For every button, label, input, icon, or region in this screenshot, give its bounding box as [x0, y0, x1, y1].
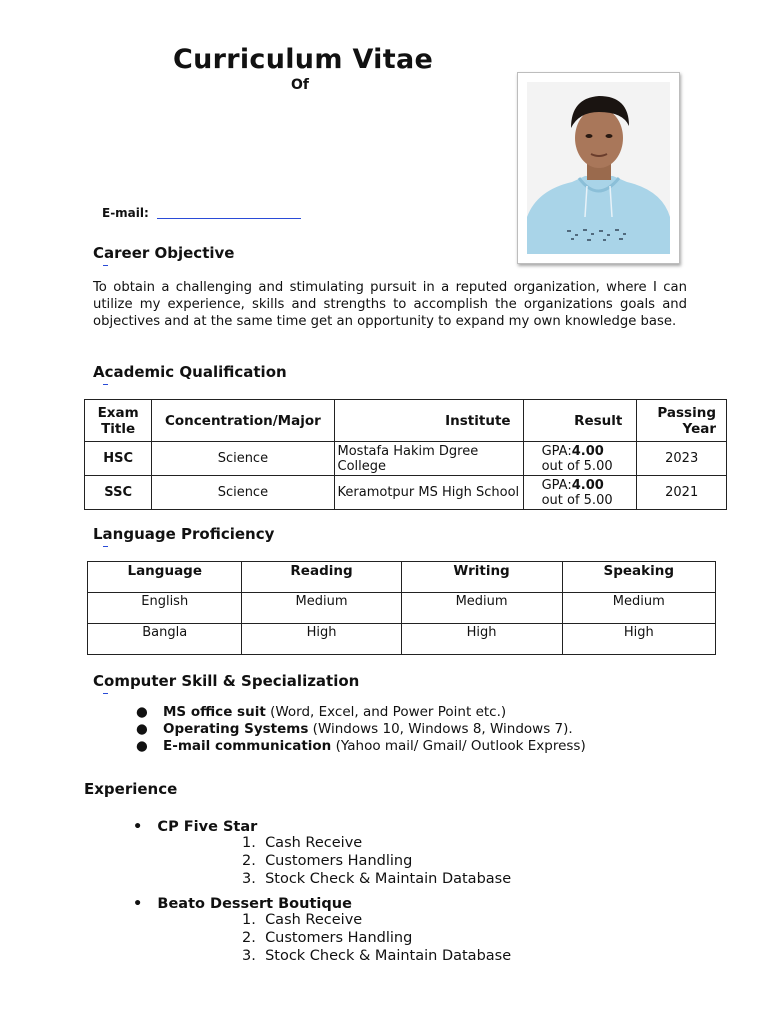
result-cell: [523, 476, 637, 510]
speaking-cell: Medium: [562, 593, 715, 624]
skill-name: MS office suit: [163, 704, 266, 720]
skill-detail: (Yahoo mail/ Gmail/ Outlook Express): [331, 738, 586, 754]
task-text: Cash Receive: [265, 835, 363, 851]
bullet-icon: •: [133, 896, 158, 912]
gpa-label: GPA:: [541, 443, 572, 459]
institute-cell: Keramotpur MS High School: [334, 476, 523, 510]
table-row: [88, 624, 716, 655]
language-heading: [93, 525, 274, 543]
col-result: Result: [523, 400, 637, 442]
company-name: Beato Dessert Boutique: [157, 896, 352, 912]
col-speaking: Speaking: [562, 562, 715, 593]
table-row: [85, 442, 727, 476]
bullet-icon: ●: [136, 704, 148, 720]
result-cell: [523, 442, 637, 476]
gpa-value: 4.00: [571, 443, 604, 459]
table-row: [88, 593, 716, 624]
career-objective-heading-text: Career Objective: [93, 244, 235, 262]
list-item: 3. Stock Check & Maintain Database: [242, 871, 512, 887]
task-list: [242, 834, 511, 888]
list-item: 1. Cash Receive: [242, 912, 363, 928]
list-item: 2. Customers Handling: [242, 930, 413, 946]
year-cell: 2021: [637, 476, 727, 510]
skill-name: E-mail communication: [163, 738, 332, 754]
document-title: Curriculum Vitae: [173, 44, 434, 75]
bullet-icon: ●: [136, 738, 148, 754]
academic-heading-text: Academic Qualification: [93, 363, 287, 381]
gpa-value: 4.00: [571, 477, 604, 493]
list-item: [136, 721, 586, 738]
email-label: E-mail:: [102, 206, 149, 220]
table-row: [85, 476, 727, 510]
reading-cell: High: [242, 624, 401, 655]
experience-item: [133, 893, 352, 912]
major-cell: Science: [152, 476, 334, 510]
career-objective-heading: [93, 244, 234, 262]
computer-skill-heading-text: Computer Skill & Specialization: [93, 672, 360, 690]
experience-heading: Experience: [84, 780, 178, 798]
academic-heading: [93, 363, 287, 381]
computer-skill-list: [136, 704, 586, 755]
academic-table: [84, 399, 727, 510]
task-text: Customers Handling: [265, 853, 413, 869]
skill-name: Operating Systems: [163, 721, 309, 737]
profile-photo: [527, 82, 670, 254]
writing-cell: Medium: [401, 593, 562, 624]
list-item: 3. Stock Check & Maintain Database: [242, 948, 512, 964]
major-cell: Science: [152, 442, 334, 476]
col-writing: Writing: [401, 562, 562, 593]
exam-cell: SSC: [85, 476, 152, 510]
task-text: Stock Check & Maintain Database: [265, 871, 512, 887]
experience-item: [133, 816, 257, 835]
reading-cell: Medium: [242, 593, 401, 624]
col-exam-title: Exam Title: [85, 400, 152, 442]
list-item: 2. Customers Handling: [242, 853, 413, 869]
email-link[interactable]: [157, 218, 301, 219]
skill-detail: (Word, Excel, and Power Point etc.): [265, 704, 507, 720]
language-cell: English: [88, 593, 242, 624]
year-cell: 2023: [637, 442, 727, 476]
language-table: [87, 561, 716, 655]
language-header-row: [88, 562, 716, 593]
profile-photo-frame: [517, 72, 680, 264]
speaking-cell: High: [562, 624, 715, 655]
document-subtitle: Of: [291, 77, 309, 93]
academic-header-row: [85, 400, 727, 442]
col-reading: Reading: [242, 562, 401, 593]
list-item: [136, 738, 586, 755]
institute-cell: Mostafa Hakim Dgree College: [334, 442, 523, 476]
gpa-out-of: out of 5.00: [541, 492, 613, 508]
list-item: 1. Cash Receive: [242, 835, 363, 851]
skill-detail: (Windows 10, Windows 8, Windows 7).: [308, 721, 573, 737]
task-text: Stock Check & Maintain Database: [265, 948, 512, 964]
career-objective-text: To obtain a challenging and stimulating pursuit in a reputed organization, where I can utilize my experience, skills and strengths to accomplish the organizations goals and objectives and at the same time get an opportunity to expand my own knowledge base.: [93, 280, 687, 329]
writing-cell: High: [401, 624, 562, 655]
task-list: [242, 911, 511, 965]
task-text: Cash Receive: [265, 912, 363, 928]
company-name: CP Five Star: [157, 819, 258, 835]
bullet-icon: ●: [136, 721, 148, 737]
col-passing-year: Passing Year: [637, 400, 727, 442]
col-language: Language: [88, 562, 242, 593]
col-institute: Institute: [334, 400, 523, 442]
task-text: Customers Handling: [265, 930, 413, 946]
exam-cell: HSC: [85, 442, 152, 476]
computer-skill-heading: [93, 672, 359, 690]
language-cell: Bangla: [88, 624, 242, 655]
bullet-icon: •: [133, 819, 158, 835]
language-heading-text: Language Proficiency: [93, 525, 275, 543]
gpa-out-of: out of 5.00: [541, 458, 613, 474]
col-major: Concentration/Major: [152, 400, 334, 442]
list-item: [136, 704, 586, 721]
gpa-label: GPA:: [541, 477, 572, 493]
